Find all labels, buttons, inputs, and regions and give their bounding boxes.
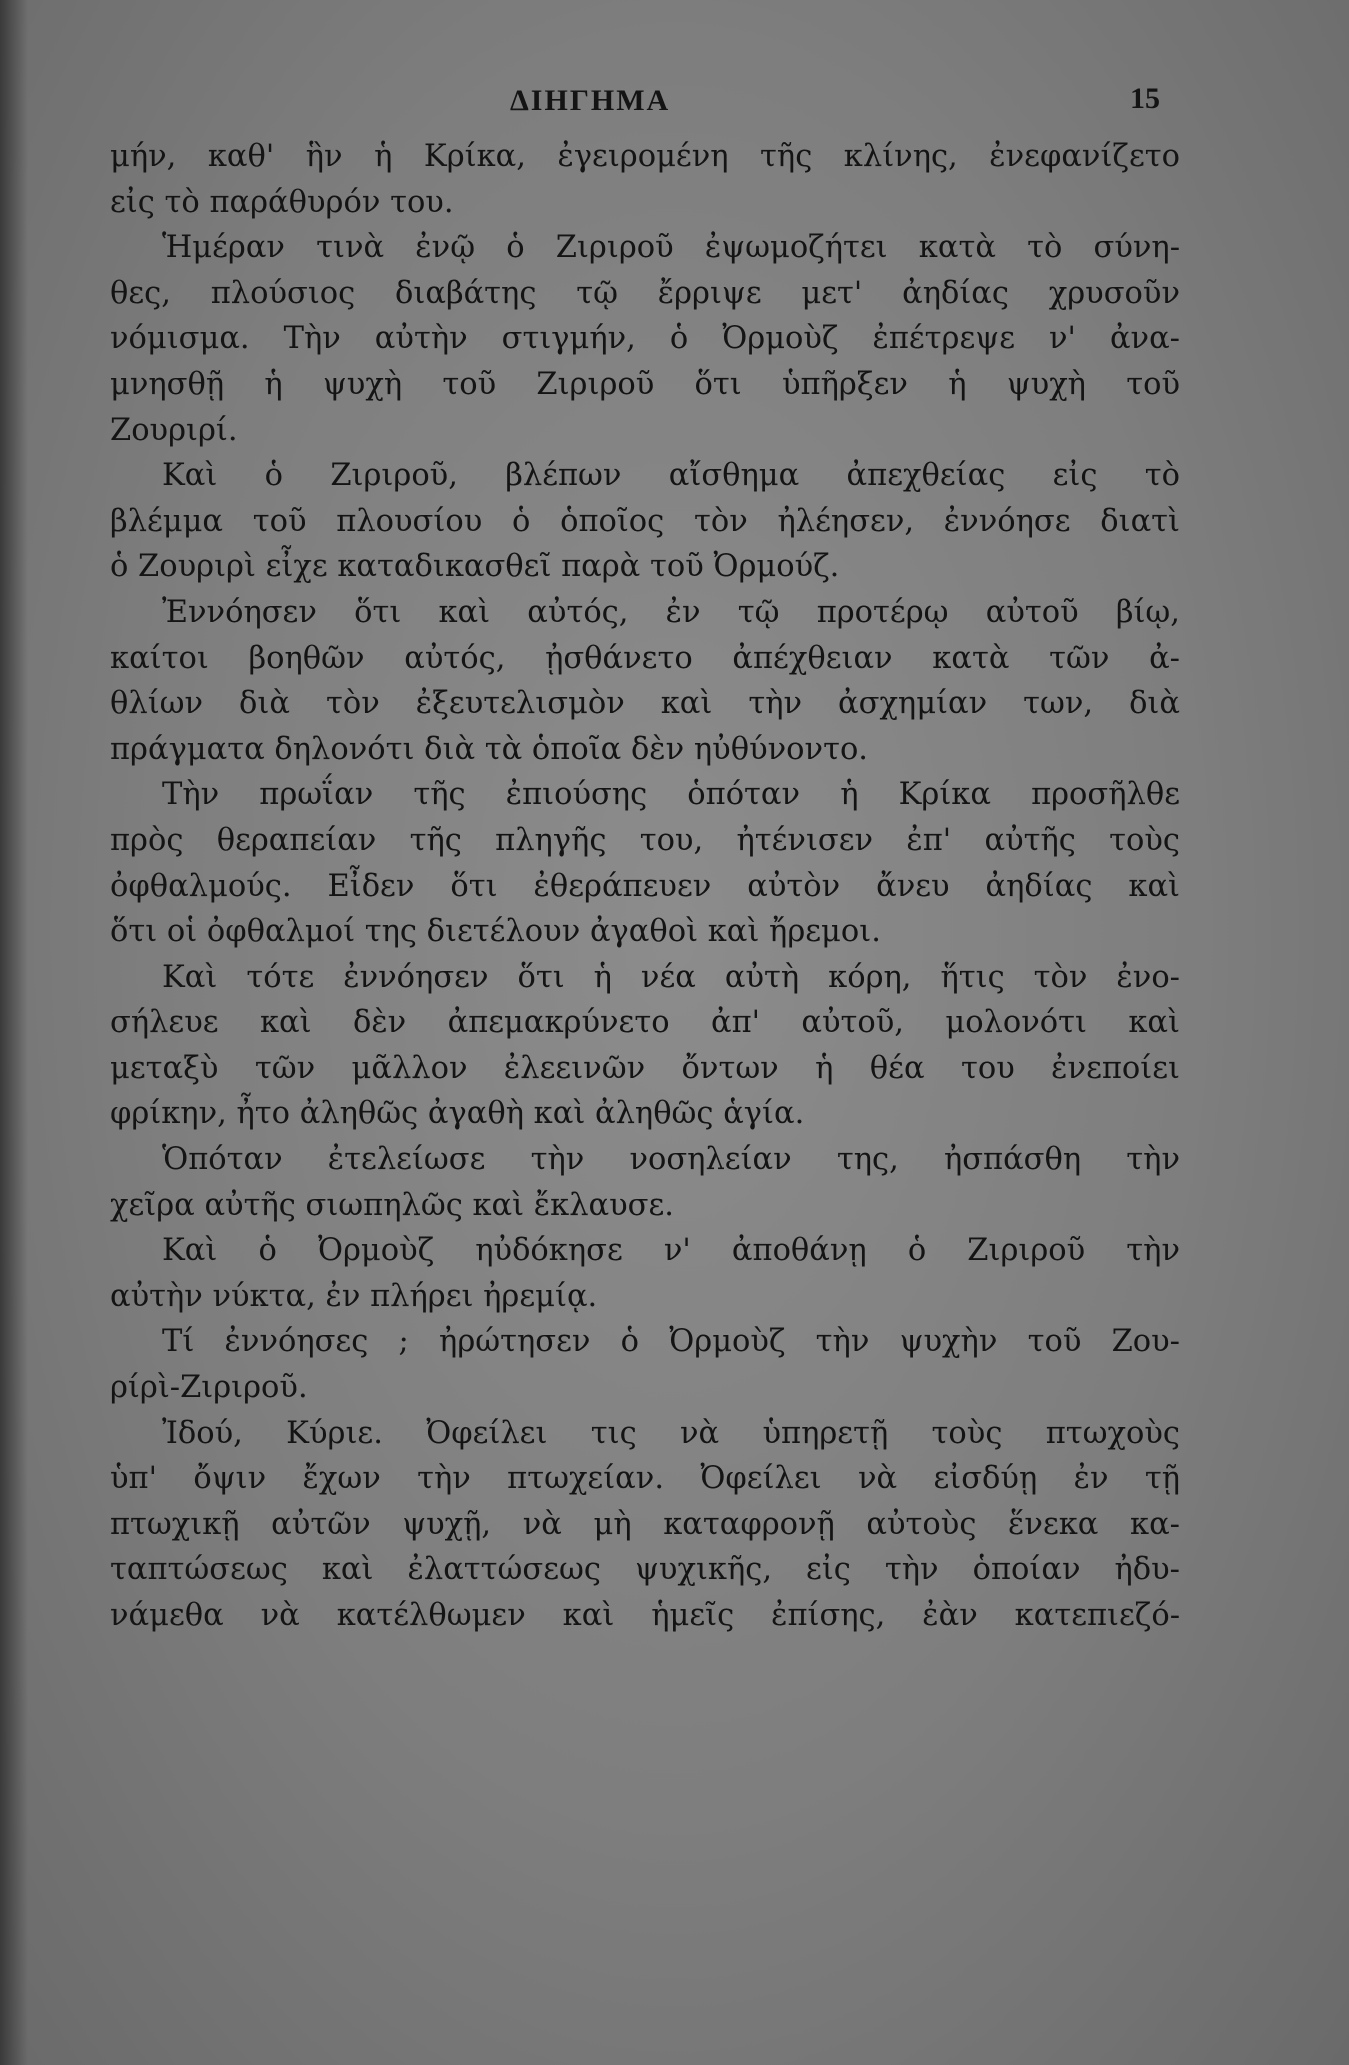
text-line: ρίρὶ-Ζιριροῦ.: [110, 1370, 308, 1406]
text-line: νόμισμα. Τὴν αὐτὴν στιγμήν, ὁ Ὀρμοὺζ ἐπέτρεψε ν' ἀνα-: [110, 321, 1180, 357]
text-line: Ἐννόησεν ὅτι καὶ αὐτός, ἐν τῷ προτέρῳ αὐτοῦ βίῳ,: [162, 594, 1180, 630]
text-line: πτωχικῇ αὐτῶν ψυχῇ, νὰ μὴ καταφρονῇ αὐτοὺς ἕνεκα κα-: [110, 1506, 1180, 1542]
text-line: νάμεθα νὰ κατέλθωμεν καὶ ἡμεῖς ἐπίσης, ἐὰν κατεπιεζό-: [110, 1598, 1180, 1633]
text-line: ὁ Ζουριρὶ εἶχε καταδικασθεῖ παρὰ τοῦ Ὀρμούζ.: [110, 549, 840, 585]
text-line: καίτοι βοηθῶν αὐτός, ᾐσθάνετο ἀπέχθειαν κατὰ τῶν ἀ-: [110, 640, 1180, 676]
body-text: [110, 134, 1180, 1639]
book-page: [110, 78, 1200, 1639]
text-line: εἰς τὸ παράθυρόν του.: [110, 184, 454, 220]
text-line: θλίων διὰ τὸν ἐξευτελισμὸν καὶ τὴν ἀσχημίαν των, διὰ: [110, 686, 1180, 722]
text-line: ὀφθαλμούς. Εἶδεν ὅτι ἐθεράπευεν αὐτὸν ἄνευ ἀηδίας καὶ: [110, 868, 1180, 904]
text-line: Τί ἐννόησες ; ἠρώτησεν ὁ Ὀρμοὺζ τὴν ψυχὴν τοῦ Ζου-: [162, 1324, 1180, 1360]
text-line: Ἰδού, Κύριε. Ὀφείλει τις νὰ ὑπηρετῇ τοὺς πτωχοὺς: [162, 1415, 1180, 1451]
text-line: μήν, καθ' ἣν ἡ Κρίκα, ἐγειρομένη τῆς κλίνης, ἐνεφανίζετο: [110, 139, 1180, 174]
page-number: 15: [1130, 82, 1160, 115]
text-line: πρὸς θεραπείαν τῆς πληγῆς του, ἠτένισεν ἐπ' αὐτῆς τοὺς: [110, 822, 1180, 858]
text-line: Καὶ τότε ἐννόησεν ὅτι ἡ νέα αὐτὴ κόρη, ἥτις τὸν ἐνο-: [162, 959, 1180, 995]
text-line: μνησθῇ ἡ ψυχὴ τοῦ Ζιριροῦ ὅτι ὑπῆρξεν ἡ ψυχὴ τοῦ: [110, 366, 1180, 402]
text-line: ταπτώσεως καὶ ἐλαττώσεως ψυχικῆς, εἰς τὴν ὁποίαν ἠδυ-: [110, 1552, 1180, 1588]
text-line: Καὶ ὁ Ζιριροῦ, βλέπων αἴσθημα ἀπεχθείας εἰς τὸ: [162, 458, 1180, 494]
text-line: φρίκην, ἦτο ἀληθῶς ἀγαθὴ καὶ ἀληθῶς ἁγία.: [110, 1096, 805, 1132]
text-line: ὑπ' ὄψιν ἔχων τὴν πτωχείαν. Ὀφείλει νὰ εἰσδύῃ ἐν τῇ: [110, 1461, 1180, 1497]
text-line: χεῖρα αὐτῆς σιωπηλῶς καὶ ἔκλαυσε.: [110, 1187, 674, 1223]
text-line: Ἡμέραν τινὰ ἐνῷ ὁ Ζιριροῦ ἐψωμοζήτει κατὰ τὸ σύνη-: [162, 230, 1180, 266]
binding-shadow: [0, 0, 28, 2065]
text-line: Ὁπόταν ἐτελείωσε τὴν νοσηλείαν της, ἠσπάσθη τὴν: [162, 1142, 1180, 1178]
text-line: πράγματα δηλονότι διὰ τὰ ὁποῖα δὲν ηὐθύνοντο.: [110, 731, 869, 767]
text-line: βλέμμα τοῦ πλουσίου ὁ ὁποῖος τὸν ἠλέησεν, ἐννόησε διατὶ: [110, 503, 1180, 539]
text-line: θες, πλούσιος διαβάτης τῷ ἔρριψε μετ' ἀηδίας χρυσοῦν: [110, 275, 1180, 311]
text-line: Καὶ ὁ Ὀρμοὺζ ηὐδόκησε ν' ἀποθάνῃ ὁ Ζιριροῦ τὴν: [162, 1233, 1180, 1269]
running-head-title: ΔΙΗΓΗΜΑ: [510, 84, 671, 117]
running-head: [110, 78, 1200, 126]
text-line: μεταξὺ τῶν μᾶλλον ἐλεεινῶν ὄντων ἡ θέα του ἐνεποίει: [110, 1050, 1180, 1086]
text-line: σήλευε καὶ δὲν ἀπεμακρύνετο ἀπ' αὐτοῦ, μολονότι καὶ: [110, 1005, 1180, 1041]
text-line: ὅτι οἱ ὀφθαλμοί της διετέλουν ἀγαθοὶ καὶ ἤρεμοι.: [110, 914, 881, 950]
text-line: Τὴν πρωΐαν τῆς ἐπιούσης ὁπόταν ἡ Κρίκα προσῆλθε: [162, 777, 1180, 813]
text-line: Ζουριρί.: [110, 412, 238, 448]
text-line: αὐτὴν νύκτα, ἐν πλήρει ἠρεμίᾳ.: [110, 1278, 598, 1314]
